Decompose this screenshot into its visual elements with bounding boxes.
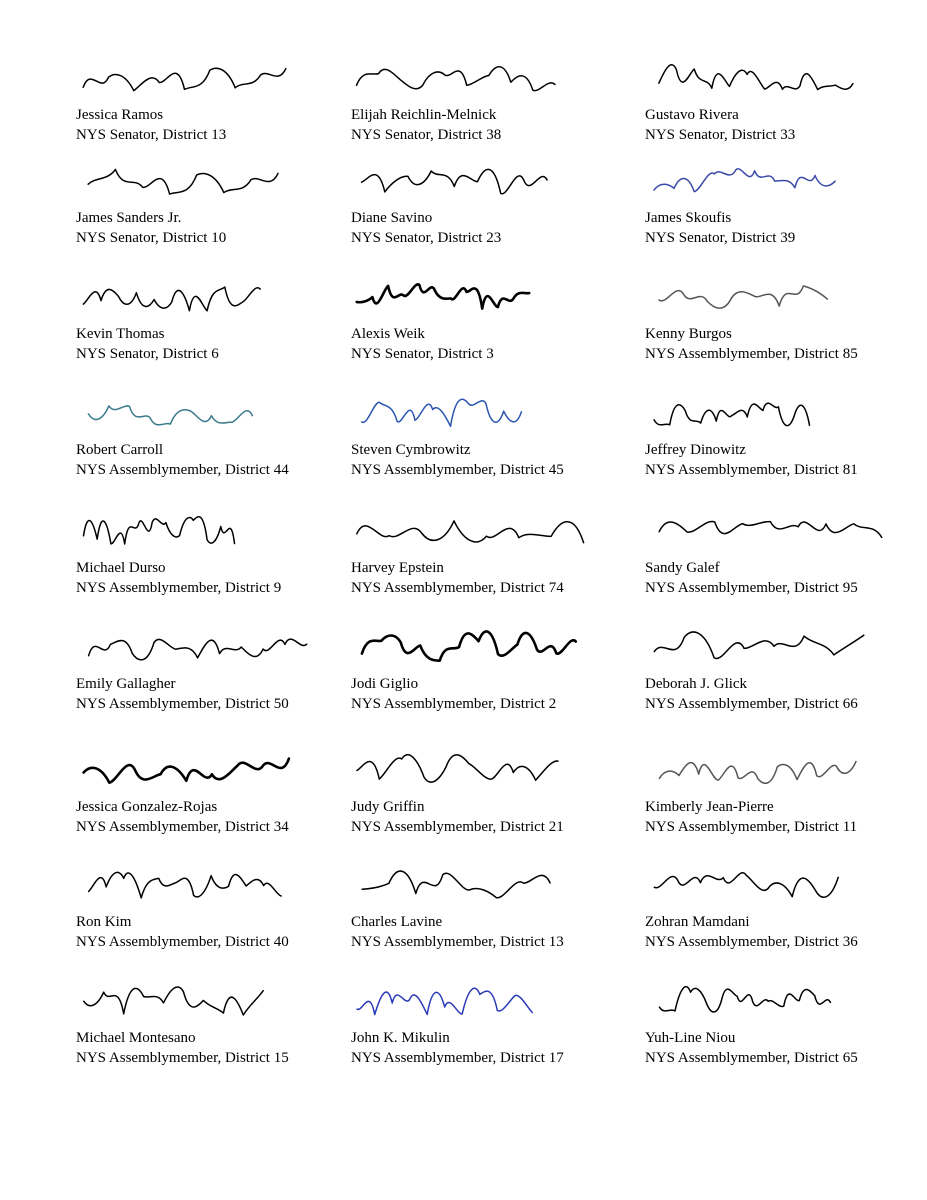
signatory-name: Jeffrey Dinowitz [645,442,746,458]
signatory-name: Kimberly Jean-Pierre [645,799,774,815]
signature-block [351,855,641,967]
handwritten-signature [645,48,895,104]
signatory-name: Ron Kim [76,914,132,930]
signatory-details [351,798,564,837]
handwritten-signature [76,151,326,207]
signature-block [351,383,641,495]
handwritten-signature [351,971,601,1027]
signature-block [645,151,927,263]
handwritten-signature [645,267,895,323]
signatory-name: Michael Durso [76,560,166,576]
signatory-title: NYS Senator, District 10 [76,229,227,246]
signatory-details [351,913,564,952]
signatory-name: Emily Gallagher [76,676,176,692]
handwritten-signature [351,855,601,911]
signatory-details [645,209,795,248]
signature-block [351,740,641,852]
signature-block [351,971,641,1083]
handwritten-signature [351,740,601,796]
signatory-name: Robert Carroll [76,442,164,458]
signatory-details [645,441,858,480]
signatory-name: Zohran Mamdani [645,914,750,930]
signatory-details [645,798,857,837]
signature-block [645,383,927,495]
signatory-details [76,675,289,714]
signatory-title: NYS Assemblymember, District 74 [351,579,564,596]
signatory-details [76,106,226,145]
signatory-details [76,325,219,364]
signatory-title: NYS Assemblymember, District 13 [351,933,564,950]
signatory-details [351,106,501,145]
handwritten-signature [351,267,601,323]
signatory-title: NYS Senator, District 33 [645,126,796,143]
handwritten-signature [76,501,326,557]
signatory-title: NYS Assemblymember, District 50 [76,695,289,712]
signatory-title: NYS Senator, District 6 [76,345,219,362]
handwritten-signature [645,740,895,796]
signatory-details [645,106,795,145]
signatory-details [351,209,501,248]
signature-block [76,151,366,263]
signatory-title: NYS Assemblymember, District 66 [645,695,858,712]
signatory-details [645,913,858,952]
signatory-details [76,798,289,837]
signatory-title: NYS Assemblymember, District 44 [76,461,289,478]
signatory-name: James Skoufis [645,210,732,226]
signatory-details [76,913,289,952]
signatory-title: NYS Senator, District 39 [645,229,796,246]
signatory-title: NYS Assemblymember, District 21 [351,818,564,835]
signatory-details [645,559,858,598]
signatory-name: Gustavo Rivera [645,107,739,123]
signatory-name: Kevin Thomas [76,326,165,342]
signatory-details [76,1029,289,1068]
handwritten-signature [76,855,326,911]
handwritten-signature [645,383,895,439]
signature-block [645,740,927,852]
signatory-name: Michael Montesano [76,1030,196,1046]
handwritten-signature [351,151,601,207]
handwritten-signature [351,48,601,104]
signatory-name: Kenny Burgos [645,326,732,342]
signatory-details [351,559,564,598]
handwritten-signature [351,617,601,673]
signatory-name: John K. Mikulin [351,1030,450,1046]
signatory-title: NYS Senator, District 13 [76,126,227,143]
signatory-title: NYS Assemblymember, District 36 [645,933,858,950]
signatory-title: NYS Assemblymember, District 45 [351,461,564,478]
handwritten-signature [76,617,326,673]
signatory-title: NYS Senator, District 38 [351,126,502,143]
signatory-name: Jessica Gonzalez-Rojas [76,799,218,815]
signatory-title: NYS Assemblymember, District 15 [76,1049,289,1066]
signatory-name: Alexis Weik [351,326,425,342]
handwritten-signature [76,383,326,439]
signature-block [76,501,366,613]
signatory-title: NYS Assemblymember, District 81 [645,461,858,478]
signatory-title: NYS Senator, District 23 [351,229,502,246]
handwritten-signature [351,383,601,439]
signatory-name: Steven Cymbrowitz [351,442,471,458]
signatory-name: Jessica Ramos [76,107,164,123]
signature-block [351,617,641,729]
signature-block [76,855,366,967]
signature-block [645,617,927,729]
signatory-details [351,675,556,714]
signature-block [645,267,927,379]
signatory-name: Elijah Reichlin-Melnick [351,107,497,123]
signatory-details [76,559,281,598]
signatory-title: NYS Assemblymember, District 65 [645,1049,858,1066]
signature-block [351,48,641,160]
signatory-title: NYS Assemblymember, District 95 [645,579,858,596]
signature-block [351,151,641,263]
handwritten-signature [645,855,895,911]
signature-block [645,48,927,160]
signatory-title: NYS Assemblymember, District 9 [76,579,282,596]
signatory-name: James Sanders Jr. [76,210,182,226]
handwritten-signature [76,48,326,104]
signatory-details [76,441,289,480]
signature-block [76,267,366,379]
signatory-name: Harvey Epstein [351,560,444,576]
handwritten-signature [76,740,326,796]
signatory-name: Jodi Giglio [351,676,419,692]
signature-block [645,501,927,613]
signature-block [351,501,641,613]
signatory-name: Yuh-Line Niou [645,1030,736,1046]
signatory-name: Diane Savino [351,210,433,226]
signatory-name: Deborah J. Glick [645,676,748,692]
signature-block [645,855,927,967]
signatory-name: Sandy Galef [645,560,720,576]
signature-block [351,267,641,379]
signatory-details [645,325,858,364]
signatory-title: NYS Assemblymember, District 17 [351,1049,564,1066]
signature-block [76,48,366,160]
signature-block [76,617,366,729]
signatory-details [351,325,494,364]
handwritten-signature [645,971,895,1027]
signatory-name: Judy Griffin [351,799,425,815]
signatory-details [645,1029,858,1068]
signatory-details [351,1029,564,1068]
signatory-title: NYS Senator, District 3 [351,345,494,362]
handwritten-signature [645,501,895,557]
handwritten-signature [76,267,326,323]
signatory-title: NYS Assemblymember, District 2 [351,695,557,712]
handwritten-signature [645,151,895,207]
signatory-details [351,441,564,480]
signature-block [76,383,366,495]
signatory-title: NYS Assemblymember, District 11 [645,818,858,835]
signature-block [645,971,927,1083]
signatory-title: NYS Assemblymember, District 85 [645,345,858,362]
signature-block [76,740,366,852]
handwritten-signature [76,971,326,1027]
handwritten-signature [351,501,601,557]
signatory-title: NYS Assemblymember, District 34 [76,818,289,835]
signatory-title: NYS Assemblymember, District 40 [76,933,289,950]
signatory-details [76,209,226,248]
signature-block [76,971,366,1083]
signatory-name: Charles Lavine [351,914,443,930]
handwritten-signature [645,617,895,673]
signatory-details [645,675,858,714]
